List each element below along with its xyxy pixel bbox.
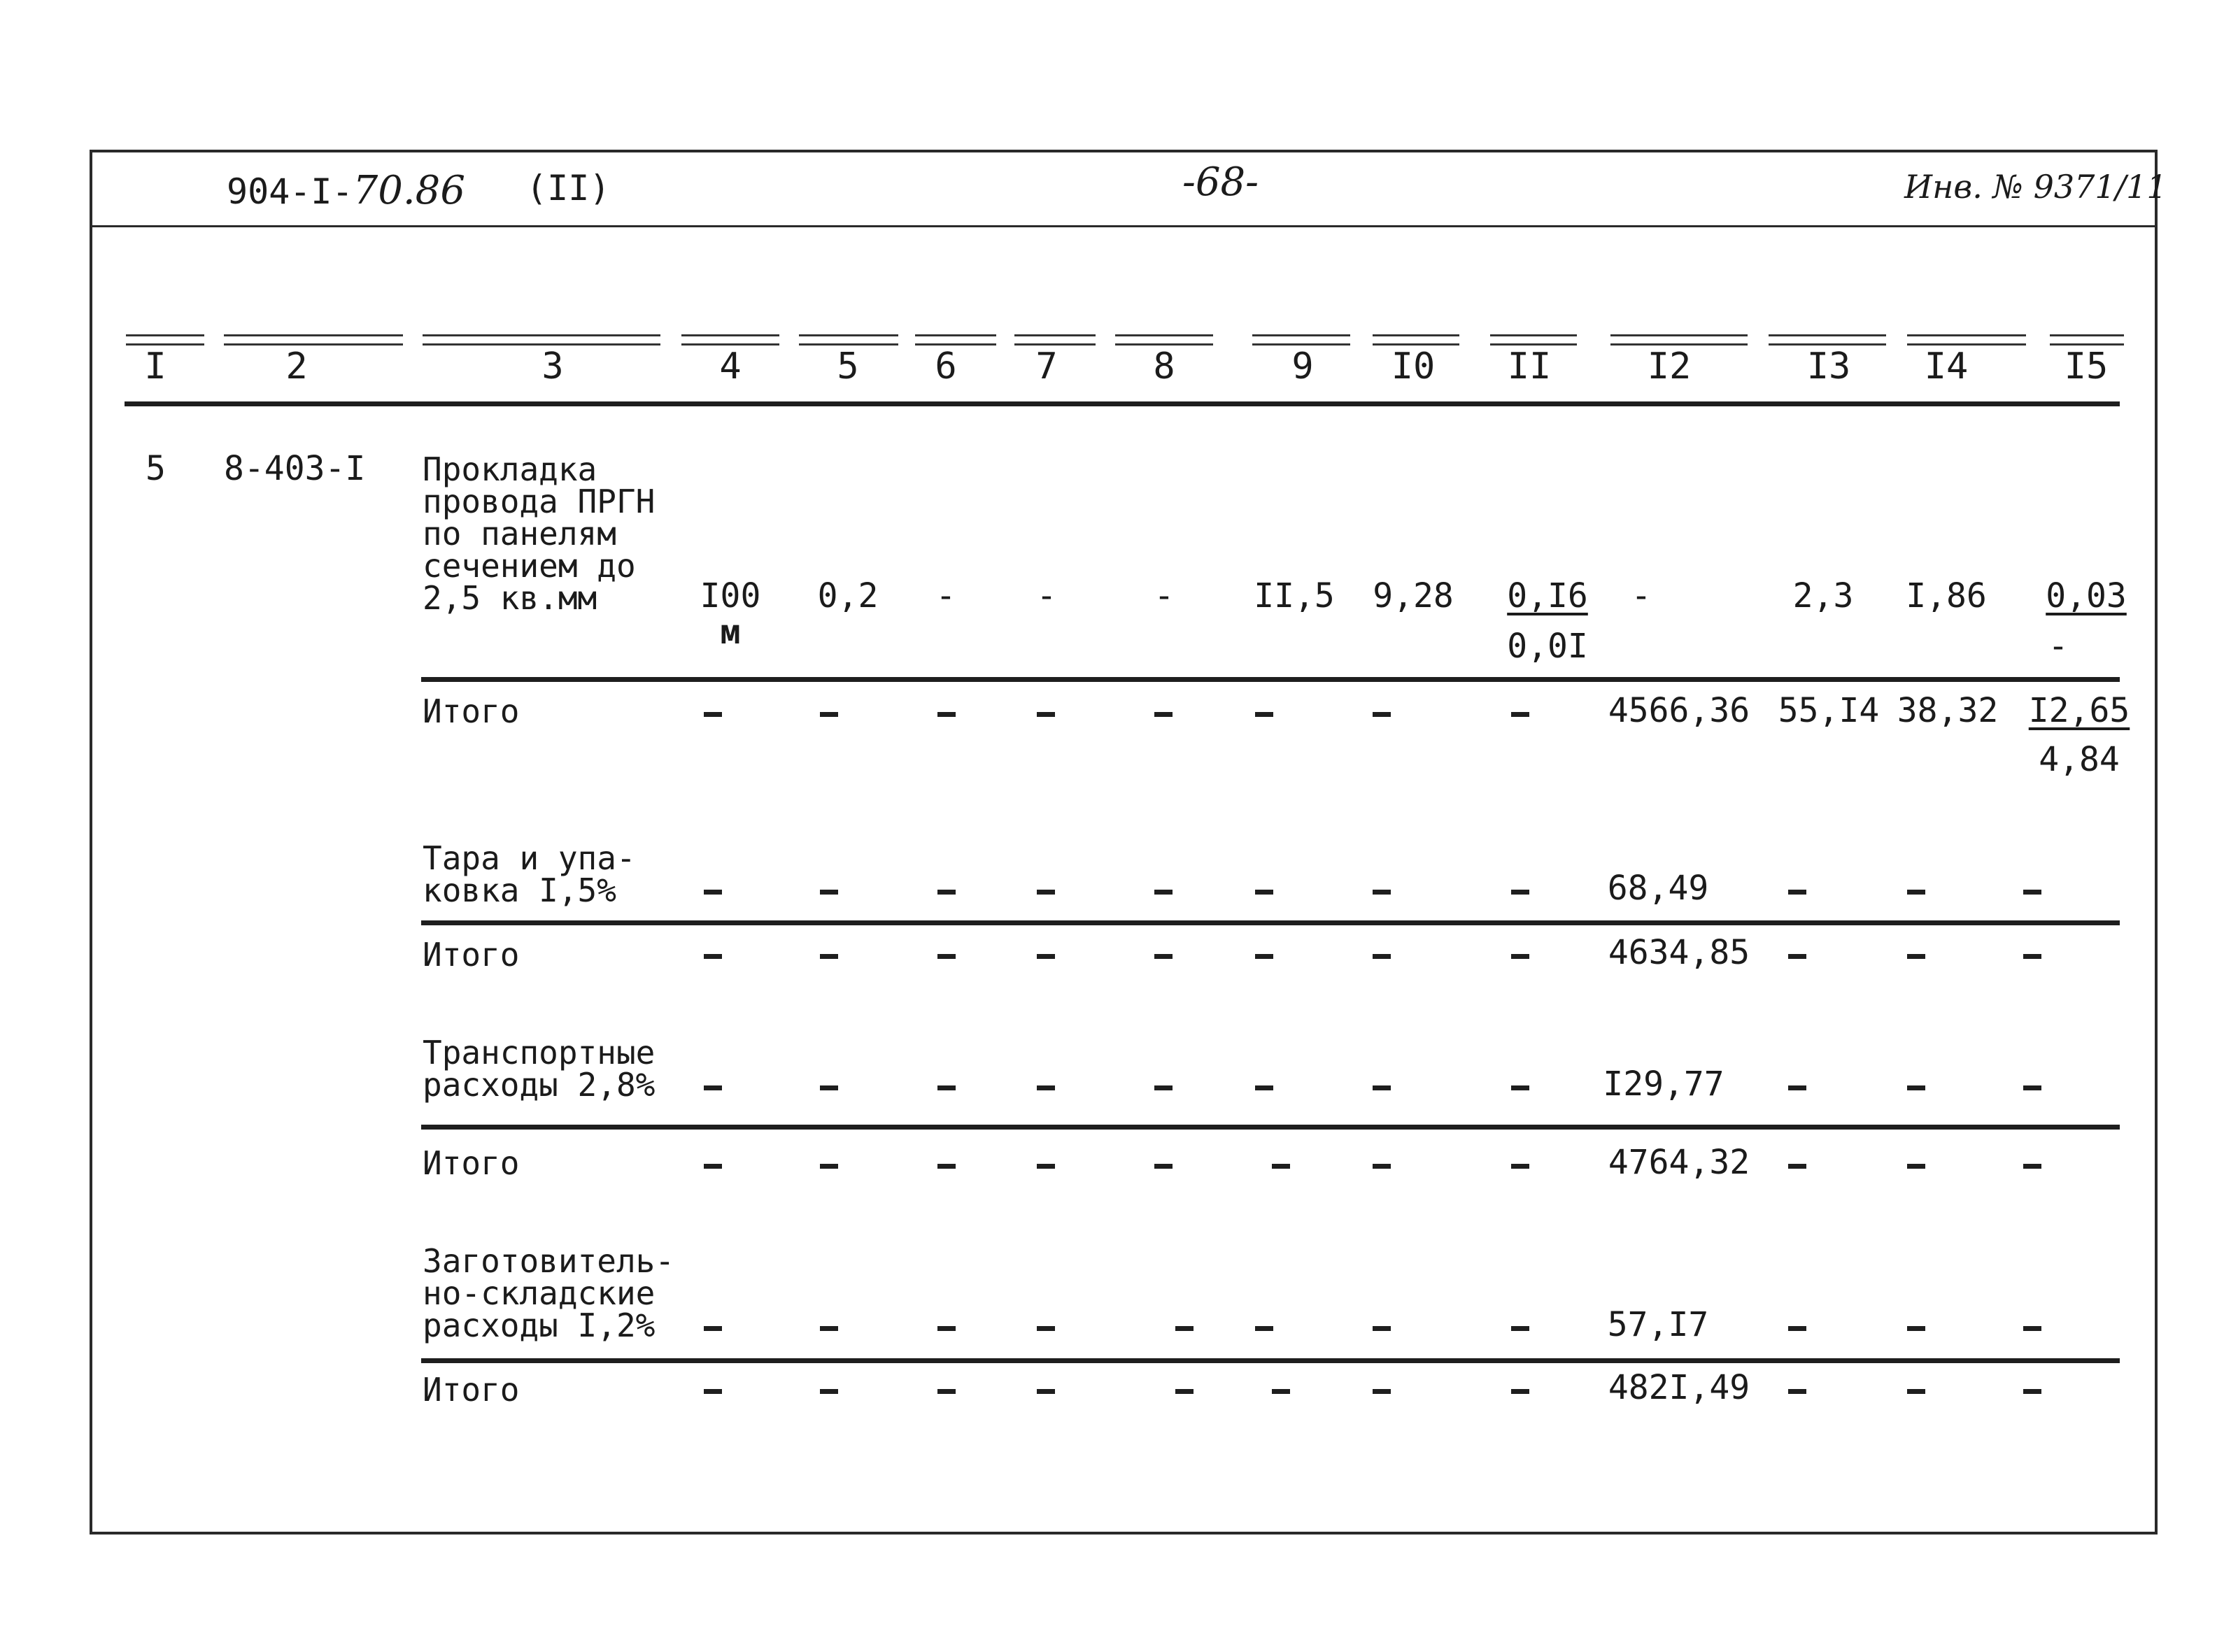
total-col15-bottom: 4,84 xyxy=(2039,740,2120,779)
column-number: II xyxy=(1507,346,1552,387)
packaging-col12: 68,49 xyxy=(1607,869,1709,908)
document-code-printed: 904-I- xyxy=(227,171,353,212)
document-code xyxy=(227,168,465,213)
packaging-bottom-rule xyxy=(421,920,2120,925)
column-number: 9 xyxy=(1291,346,1314,387)
transport-col12: I29,77 xyxy=(1603,1064,1724,1104)
procurement-col12: 57,I7 xyxy=(1607,1305,1709,1344)
document-part: (II) xyxy=(526,168,611,208)
procurement-bottom-rule xyxy=(421,1358,2120,1363)
item-col12: - xyxy=(1631,576,1652,615)
total-col14: 38,32 xyxy=(1897,691,1999,730)
total-col15-top: I2,65 xyxy=(2028,691,2130,730)
item-number: 5 xyxy=(146,449,166,488)
total-label: Итого xyxy=(423,1371,520,1409)
column-number: I5 xyxy=(2064,346,2109,387)
item-code: 8-403-I xyxy=(224,449,366,488)
item-col15-top: 0,03 xyxy=(2046,576,2127,615)
item-col13: 2,3 xyxy=(1792,576,1854,615)
total-label: Итого xyxy=(423,1144,520,1182)
transport-bottom-rule xyxy=(421,1125,2120,1130)
total-col12: 4764,32 xyxy=(1608,1143,1750,1182)
item-quantity: I00 xyxy=(700,576,761,615)
item-col11-top: 0,I6 xyxy=(1507,576,1588,615)
item-col11-bottom: 0,0I xyxy=(1507,627,1588,666)
column-number: 3 xyxy=(541,346,564,387)
total-col13: 55,I4 xyxy=(1778,691,1880,730)
total-col12: 482I,49 xyxy=(1608,1368,1750,1407)
item-bottom-rule xyxy=(421,677,2120,682)
packaging-label: Тара и упа- ковка I,5% xyxy=(423,839,636,909)
item-col7: - xyxy=(1036,576,1057,615)
item-unit: м xyxy=(720,613,741,652)
item-col9: II,5 xyxy=(1254,576,1335,615)
page-number: -68- xyxy=(1182,159,1259,205)
item-col5: 0,2 xyxy=(817,576,879,615)
inventory-number: Инв. № 9371/11 xyxy=(1904,168,2167,206)
column-number: 5 xyxy=(837,346,859,387)
transport-label: Транспортные расходы 2,8% xyxy=(423,1034,656,1104)
column-number: 8 xyxy=(1153,346,1175,387)
column-number: I xyxy=(144,346,167,387)
column-number: 7 xyxy=(1035,346,1058,387)
total-col12: 4634,85 xyxy=(1608,933,1750,972)
item-description: Прокладка провода ПРГН по панелям сечением до 2,5 кв.мм xyxy=(423,450,656,617)
item-col10: 9,28 xyxy=(1373,576,1454,615)
header-bottom-rule xyxy=(125,401,2120,406)
total-label: Итого xyxy=(423,936,520,974)
column-number: I3 xyxy=(1806,346,1851,387)
column-number: 2 xyxy=(285,346,308,387)
column-number: 4 xyxy=(719,346,742,387)
item-col14: I,86 xyxy=(1906,576,1987,615)
total-label: Итого xyxy=(423,692,520,730)
column-number: 6 xyxy=(935,346,957,387)
title-block-divider xyxy=(90,225,2158,227)
document-code-handwritten: 70.86 xyxy=(353,168,465,213)
column-number: I2 xyxy=(1647,346,1692,387)
item-col15-bottom: - xyxy=(2048,627,2069,666)
item-col6: - xyxy=(935,576,956,615)
total-col12: 4566,36 xyxy=(1608,691,1750,730)
item-col8: - xyxy=(1154,576,1175,615)
column-number: I4 xyxy=(1924,346,1969,387)
column-number: I0 xyxy=(1391,346,1436,387)
procurement-label: Заготовитель- но-складские расходы I,2% xyxy=(423,1242,675,1344)
